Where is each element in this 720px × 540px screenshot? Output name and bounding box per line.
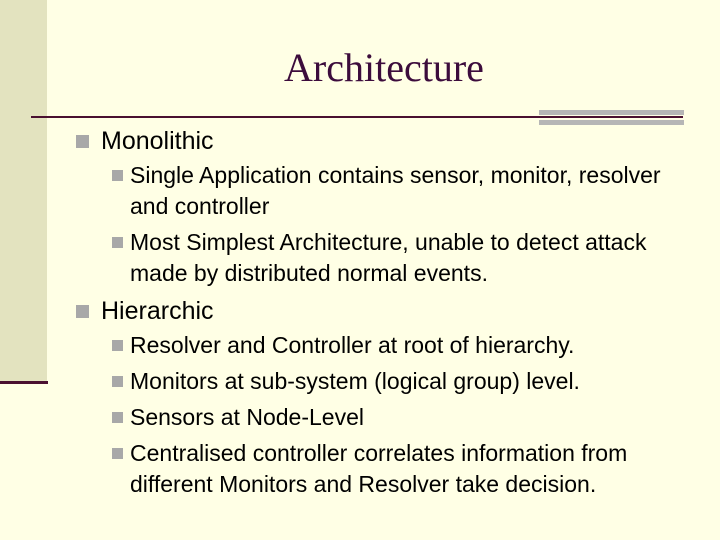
square-bullet-icon	[112, 412, 123, 423]
square-bullet-icon	[112, 340, 123, 351]
title-rule-accent-top	[539, 110, 684, 115]
list-item	[110, 402, 694, 433]
list-item-text: Sensors at Node-Level	[130, 404, 364, 430]
section-heading: Hierarchic	[101, 297, 214, 325]
list-item	[110, 160, 694, 222]
square-bullet-icon	[76, 135, 89, 148]
list-item-text: Single Application contains sensor, monitor, resolver and controller	[130, 162, 661, 219]
left-decorative-bar	[0, 0, 47, 383]
monolithic-subitems	[110, 160, 694, 289]
list-item-text: Monitors at sub-system (logical group) level.	[130, 368, 580, 394]
square-bullet-icon	[112, 448, 123, 459]
list-item	[110, 227, 694, 289]
bullet-hierarchic	[74, 294, 694, 328]
slide-body	[74, 124, 694, 505]
square-bullet-icon	[112, 237, 123, 248]
list-item-text: Resolver and Controller at root of hierarchy.	[130, 332, 575, 358]
list-item	[110, 438, 694, 500]
section-heading: Monolithic	[101, 127, 214, 155]
list-item	[110, 330, 694, 361]
square-bullet-icon	[76, 305, 89, 318]
hierarchic-subitems	[110, 330, 694, 500]
square-bullet-icon	[112, 170, 123, 181]
bullet-monolithic	[74, 124, 694, 158]
list-item-text: Most Simplest Architecture, unable to detect attack made by distributed normal events.	[130, 229, 647, 286]
slide-title: Architecture	[284, 45, 484, 90]
square-bullet-icon	[112, 376, 123, 387]
list-item-text: Centralised controller correlates information from different Monitors and Resolver take decision.	[130, 440, 628, 497]
left-bar-bottom-rule	[0, 381, 48, 384]
title-underline-rule	[31, 116, 683, 118]
list-item	[110, 366, 694, 397]
